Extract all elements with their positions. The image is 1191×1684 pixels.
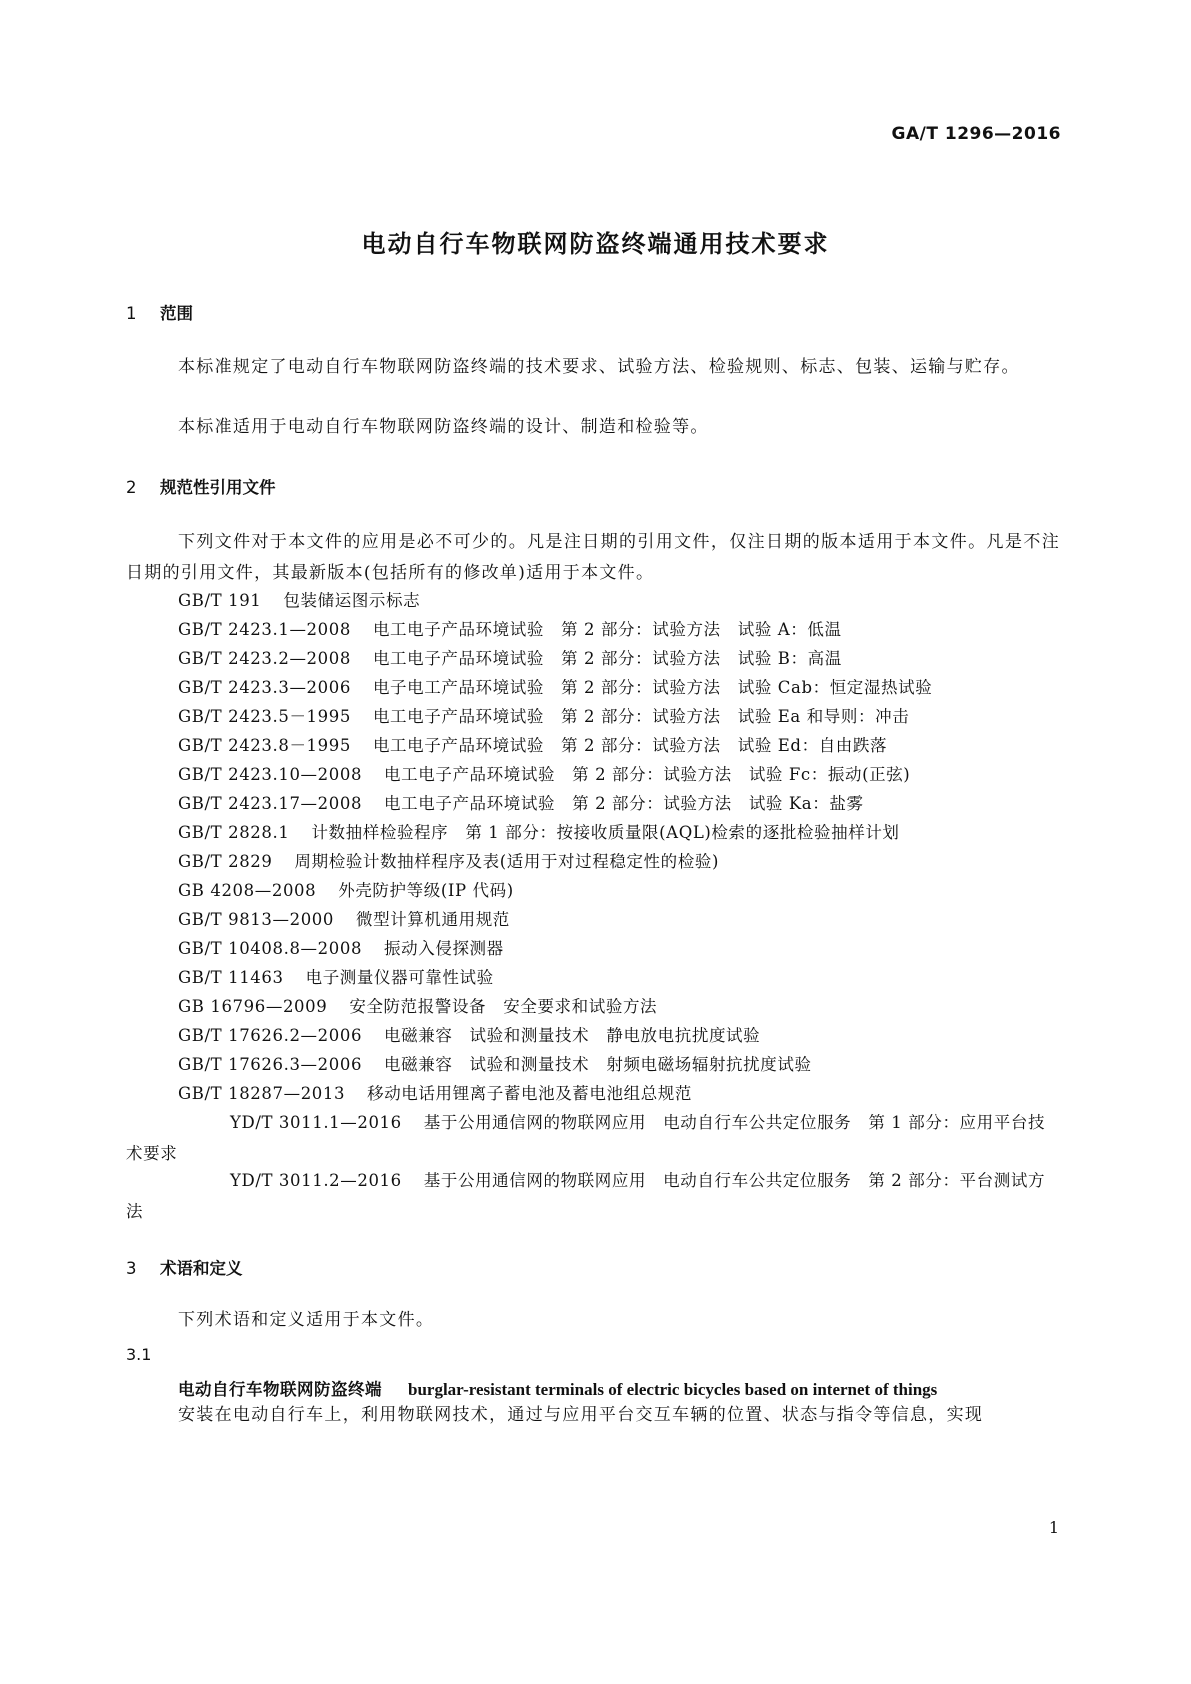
section-title: 规范性引用文件 xyxy=(160,478,276,497)
reference-title: 电工电子产品环境试验 第 2 部分：试验方法 试验 B：高温 xyxy=(372,649,842,668)
reference-item xyxy=(178,701,1060,732)
reference-code: GB/T 2829 xyxy=(178,852,273,871)
reference-item xyxy=(126,1165,1060,1227)
reference-item xyxy=(178,759,1060,790)
reference-item xyxy=(178,585,1060,616)
section-number: 3 xyxy=(126,1259,137,1278)
reference-item xyxy=(178,904,1060,935)
reference-item xyxy=(178,1020,1060,1051)
reference-title: 电子测量仪器可靠性试验 xyxy=(305,968,494,987)
reference-title: 基于公用通信网的物联网应用 电动自行车公共定位服务 第 2 部分：平台测试方法 xyxy=(126,1171,1046,1221)
term-english: burglar-resistant terminals of electric bicycles based on internet of things xyxy=(408,1380,938,1399)
reference-code: GB/T 2423.8－1995 xyxy=(178,736,351,755)
reference-item xyxy=(178,614,1060,645)
reference-title: 电子电工产品环境试验 第 2 部分：试验方法 试验 Cab：恒定湿热试验 xyxy=(372,678,933,697)
reference-item xyxy=(178,730,1060,761)
reference-code: YD/T 3011.1—2016 xyxy=(230,1113,402,1132)
reference-code: GB/T 17626.3—2006 xyxy=(178,1055,363,1074)
section-number: 1 xyxy=(126,304,137,323)
reference-code: GB 16796—2009 xyxy=(178,997,328,1016)
reference-code: GB/T 2423.3—2006 xyxy=(178,678,351,697)
reference-item xyxy=(178,875,1060,906)
reference-item xyxy=(178,643,1060,674)
section-title: 范围 xyxy=(160,304,193,323)
reference-code: YD/T 3011.2—2016 xyxy=(230,1171,402,1190)
reference-title: 电磁兼容 试验和测量技术 静电放电抗扰度试验 xyxy=(384,1026,761,1045)
section-1-paragraph-1: 本标准规定了电动自行车物联网防盗终端的技术要求、试验方法、检验规则、标志、包装、运输与贮存。 xyxy=(178,357,1020,377)
clause-number: 3.1 xyxy=(126,1345,152,1364)
reference-title: 外壳防护等级(IP 代码) xyxy=(338,881,514,900)
section-2-intro: 下列文件对于本文件的应用是必不可少的。凡是注日期的引用文件，仅注日期的版本适用于本文件。凡是不注日期的引用文件，其最新版本(包括所有的修改单)适用于本文件。 xyxy=(126,532,1060,583)
reference-title: 电工电子产品环境试验 第 2 部分：试验方法 试验 Fc：振动(正弦) xyxy=(384,765,911,784)
section-1-heading xyxy=(126,300,193,324)
reference-code: GB/T 11463 xyxy=(178,968,284,987)
reference-title: 移动电话用锂离子蓄电池及蓄电池组总规范 xyxy=(367,1084,693,1103)
reference-item xyxy=(178,991,1060,1022)
reference-title: 微型计算机通用规范 xyxy=(356,910,510,929)
reference-code: GB/T 9813—2000 xyxy=(178,910,334,929)
reference-code: GB/T 10408.8—2008 xyxy=(178,939,363,958)
reference-item xyxy=(178,933,1060,964)
reference-title: 包装储运图示标志 xyxy=(283,591,421,610)
reference-code: GB/T 2423.5－1995 xyxy=(178,707,351,726)
section-2-heading xyxy=(126,474,276,498)
reference-code: GB/T 17626.2—2006 xyxy=(178,1026,363,1045)
reference-title: 周期检验计数抽样程序及表(适用于对过程稳定性的检验) xyxy=(294,852,719,871)
section-1-paragraph-2: 本标准适用于电动自行车物联网防盗终端的设计、制造和检验等。 xyxy=(178,417,709,437)
term-chinese: 电动自行车物联网防盗终端 xyxy=(178,1380,382,1399)
reference-title: 安全防范报警设备 安全要求和试验方法 xyxy=(349,997,658,1016)
section-3-intro: 下列术语和定义适用于本文件。 xyxy=(178,1310,435,1330)
section-title: 术语和定义 xyxy=(160,1259,243,1278)
section-number: 2 xyxy=(126,478,137,497)
page-number: 1 xyxy=(1048,1518,1059,1537)
section-3-heading xyxy=(126,1255,243,1279)
reference-item xyxy=(178,1049,1060,1080)
reference-code: GB/T 2423.10—2008 xyxy=(178,765,363,784)
reference-code: GB/T 2828.1 xyxy=(178,823,290,842)
reference-title: 电工电子产品环境试验 第 2 部分：试验方法 试验 Ea 和导则：冲击 xyxy=(372,707,910,726)
reference-code: GB/T 191 xyxy=(178,591,262,610)
reference-item xyxy=(126,1107,1060,1169)
reference-code: GB/T 18287—2013 xyxy=(178,1084,346,1103)
term-definition: 安装在电动自行车上，利用物联网技术，通过与应用平台交互车辆的位置、状态与指令等信息，实现 xyxy=(178,1405,984,1425)
reference-item xyxy=(178,846,1060,877)
reference-code: GB/T 2423.2—2008 xyxy=(178,649,351,668)
document-title: 电动自行车物联网防盗终端通用技术要求 xyxy=(361,230,830,258)
reference-title: 基于公用通信网的物联网应用 电动自行车公共定位服务 第 1 部分：应用平台技术要求 xyxy=(126,1113,1046,1163)
reference-title: 振动入侵探测器 xyxy=(384,939,504,958)
reference-item xyxy=(178,962,1060,993)
reference-title: 计数抽样检验程序 第 1 部分：按接收质量限(AQL)检索的逐批检验抽样计划 xyxy=(311,823,900,842)
reference-item xyxy=(178,672,1060,703)
reference-item xyxy=(178,788,1060,819)
reference-code: GB 4208—2008 xyxy=(178,881,317,900)
reference-title: 电工电子产品环境试验 第 2 部分：试验方法 试验 A：低温 xyxy=(372,620,842,639)
standard-code: GA/T 1296—2016 xyxy=(891,124,1061,144)
reference-code: GB/T 2423.17—2008 xyxy=(178,794,363,813)
reference-title: 电工电子产品环境试验 第 2 部分：试验方法 试验 Ka：盐雾 xyxy=(384,794,864,813)
reference-code: GB/T 2423.1—2008 xyxy=(178,620,351,639)
reference-item xyxy=(178,817,1060,848)
reference-title: 电工电子产品环境试验 第 2 部分：试验方法 试验 Ed：自由跌落 xyxy=(372,736,888,755)
term-entry xyxy=(178,1376,1060,1400)
reference-item xyxy=(178,1078,1060,1109)
reference-title: 电磁兼容 试验和测量技术 射频电磁场辐射抗扰度试验 xyxy=(384,1055,812,1074)
